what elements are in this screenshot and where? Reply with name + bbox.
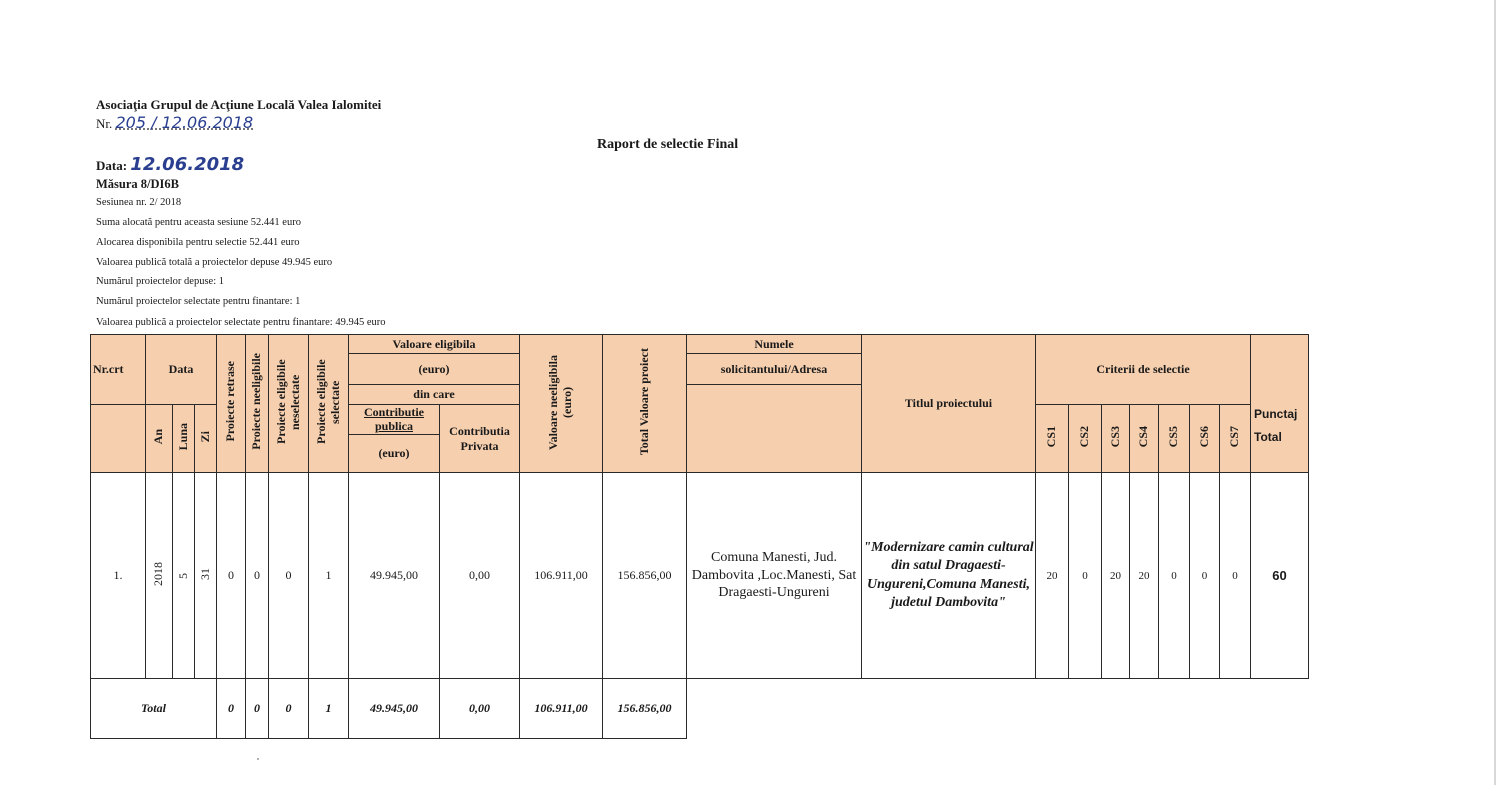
cell-cs4: 20: [1130, 473, 1159, 679]
cell-retrase: 0: [217, 473, 246, 679]
header-total-valoare-proiect: Total Valoare proiect: [603, 335, 687, 473]
cell-cs1: 20: [1036, 473, 1069, 679]
header-contributie-publica-euro: (euro): [349, 435, 440, 473]
header-nr-crt-lower: [91, 405, 146, 473]
cell-cs7: 0: [1220, 473, 1251, 679]
cell-neeligibile: 0: [246, 473, 269, 679]
scan-speck: [257, 758, 259, 760]
cell-eligibile-neselectate: 0: [269, 473, 309, 679]
cell-nr-crt: 1.: [91, 473, 146, 679]
header-cs5: CS5: [1159, 405, 1190, 473]
date-label: Data:: [96, 158, 128, 173]
registration-number: [96, 113, 253, 132]
header-cs2: CS2: [1069, 405, 1102, 473]
total-label: Total: [91, 679, 217, 739]
cell-titlul-proiectului: "Modernizare camin cultural din satul Dragaesti-Ungureni,Comuna Manesti, judetul Dambovita": [862, 473, 1036, 679]
totals-row: [91, 679, 1309, 739]
organization-name: Asociaţia Grupul de Acţiune Locală Valea Ialomitei: [96, 97, 382, 112]
cell-punctaj-total: 60: [1251, 473, 1309, 679]
total-retrase: 0: [217, 679, 246, 739]
header-cs6: CS6: [1190, 405, 1220, 473]
total-contributia-privata: 0,00: [440, 679, 520, 739]
alocarea-disponibila: Alocarea disponibila pentru selectie 52.441 euro: [96, 237, 300, 248]
total-valoare-proiect: 156.856,00: [603, 679, 687, 739]
nr-label: Nr.: [96, 116, 113, 131]
cell-cs6: 0: [1190, 473, 1220, 679]
cell-zi: 31: [195, 473, 217, 679]
cell-total-valoare-proiect: 156.856,00: [603, 473, 687, 679]
cell-cs2: 0: [1069, 473, 1102, 679]
total-neeligibile: 0: [246, 679, 269, 739]
suma-alocata: Suma alocată pentru aceasta sesiune 52.441 euro: [96, 217, 301, 228]
header-cs7: CS7: [1220, 405, 1251, 473]
header-din-care: din care: [349, 385, 520, 405]
header-proiecte-neeligibile: Proiecte neeligibile: [246, 335, 269, 473]
nr-value-handwritten: 205 / 12.06.2018: [115, 113, 254, 132]
cell-an: 2018: [146, 473, 173, 679]
header-cs4: CS4: [1130, 405, 1159, 473]
page-edge: [1494, 0, 1496, 785]
cell-eligibile-selectate: 1: [309, 473, 349, 679]
cell-valoare-neeligibila: 106.911,00: [520, 473, 603, 679]
header-an: An: [146, 405, 173, 473]
table-row: [91, 473, 1309, 679]
cell-solicitant-adresa: Comuna Manesti, Jud. Dambovita ,Loc.Manesti, Sat Dragaesti-Ungureni: [687, 473, 862, 679]
header-criterii-de-selectie: Criterii de selectie: [1036, 335, 1251, 405]
cell-cs3: 20: [1102, 473, 1130, 679]
header-proiecte-eligibile-selectate: Proiecte eligibile selectate: [309, 335, 349, 473]
header-punctaj-total: Punctaj Total: [1251, 335, 1309, 473]
valoarea-publica-totala: Valoarea publică totală a proiectelor depuse 49.945 euro: [96, 257, 333, 268]
header-contributia-privata: Contributia Privata: [440, 405, 520, 473]
cell-cs5: 0: [1159, 473, 1190, 679]
selection-report-table: [90, 334, 1309, 739]
header-proiecte-eligibile-neselectate: Proiecte eligibile neselectate: [269, 335, 309, 473]
cell-contributia-privata: 0,00: [440, 473, 520, 679]
header-luna: Luna: [173, 405, 195, 473]
date-value-handwritten: 12.06.2018: [130, 154, 245, 175]
total-valoare-neeligibila: 106.911,00: [520, 679, 603, 739]
numarul-proiectelor-selectate: Numărul proiectelor selectate pentru finantare: 1: [96, 296, 301, 307]
cell-luna: 5: [173, 473, 195, 679]
total-contributie-publica: 49.945,00: [349, 679, 440, 739]
sesiunea: Sesiunea nr. 2/ 2018: [96, 197, 182, 208]
header-valoare-neeligibila: Valoare neeligibila (euro): [520, 335, 603, 473]
valoarea-publica-selectate: Valoarea publică a proiectelor selectate pentru finantare: 49.945 euro: [96, 317, 386, 328]
header-proiecte-retrase: Proiecte retrase: [217, 335, 246, 473]
cell-contributie-publica: 49.945,00: [349, 473, 440, 679]
header-zi: Zi: [195, 405, 217, 473]
header-cs1: CS1: [1036, 405, 1069, 473]
masura: Măsura 8/DI6B: [96, 177, 179, 191]
header-euro: (euro): [349, 354, 520, 385]
report-title: Raport de selectie Final: [597, 137, 739, 152]
header-titlul-proiectului: Titlul proiectului: [862, 335, 1036, 473]
header-contributie-publica: Contributie publica: [349, 405, 440, 435]
numarul-proiectelor-depuse: Numărul proiectelor depuse: 1: [96, 276, 224, 287]
header-data: Data: [146, 335, 217, 405]
header-cs3: CS3: [1102, 405, 1130, 473]
header-valoare-eligibila: Valoare eligibila: [349, 335, 520, 354]
header-applicant-blank: [687, 385, 862, 473]
total-eligibile-selectate: 1: [309, 679, 349, 739]
header-nr-crt: Nr.crt: [91, 335, 146, 405]
date-line: [96, 154, 244, 175]
total-eligibile-neselectate: 0: [269, 679, 309, 739]
header-solicitantului-adresa: solicitantului/Adresa: [687, 354, 862, 385]
header-numele: Numele: [687, 335, 862, 354]
